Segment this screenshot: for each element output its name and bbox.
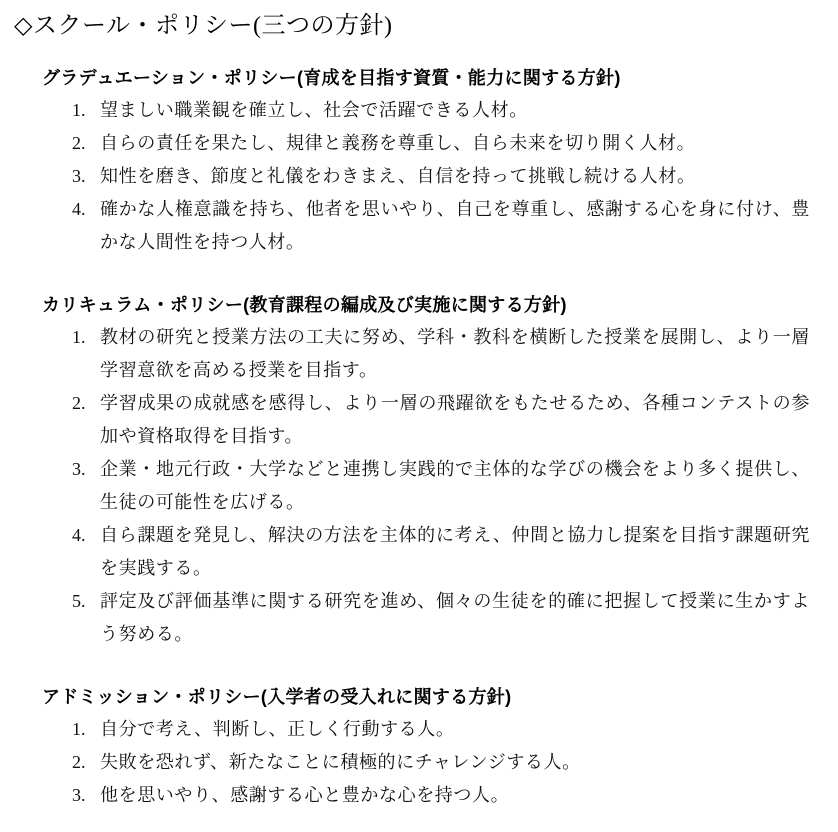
list-item: 他を思いやり、感謝する心と豊かな心を持つ人。 <box>100 785 510 805</box>
graduation-policy-list <box>0 94 838 259</box>
list-item: 知性を磨き、節度と礼儀をわきまえ、自信を持って挑戦し続ける人材。 <box>100 166 696 186</box>
list-item: 失敗を恐れず、新たなことに積極的にチャレンジする人。 <box>100 752 581 772</box>
list-item: 学習成果の成就感を感得し、より一層の飛躍欲をもたせるため、各種コンテストの参加や資格取得を目指す。 <box>100 393 810 446</box>
list-item: 評定及び評価基準に関する研究を進め、個々の生徒を的確に把握して授業に生かすよう努める。 <box>100 591 810 644</box>
list-item: 教材の研究と授業方法の工夫に努め、学科・教科を横断した授業を展開し、より一層学習意欲を高める授業を目指す。 <box>100 327 810 380</box>
list-item: 自らの責任を果たし、規律と義務を尊重し、自ら未来を切り開く人材。 <box>100 133 696 153</box>
list-item: 望ましい職業観を確立し、社会で活躍できる人材。 <box>100 100 528 120</box>
list-item: 企業・地元行政・大学などと連携し実践的で主体的な学びの機会をより多く提供し、生徒の可能性を広げる。 <box>100 459 810 512</box>
section-curriculum-policy <box>0 295 838 651</box>
curriculum-policy-heading: カリキュラム・ポリシー(教育課程の編成及び実施に関する方針) <box>42 295 567 315</box>
graduation-policy-heading: グラデュエーション・ポリシー(育成を目指す資質・能力に関する方針) <box>42 68 621 88</box>
list-item: 確かな人権意識を持ち、他者を思いやり、自己を尊重し、感謝する心を身に付け、豊かな人間性を持つ人材。 <box>100 199 810 252</box>
section-admission-policy <box>0 687 838 812</box>
section-graduation-policy <box>0 68 838 259</box>
curriculum-policy-list <box>0 321 838 651</box>
list-item: 自分で考え、判断し、正しく行動する人。 <box>100 719 455 739</box>
list-item: 自ら課題を発見し、解決の方法を主体的に考え、仲間と協力し提案を目指す課題研究を実践する。 <box>100 525 810 578</box>
admission-policy-list <box>0 713 838 812</box>
admission-policy-heading: アドミッション・ポリシー(入学者の受入れに関する方針) <box>42 687 512 707</box>
page-title: ◇スクール・ポリシー(三つの方針) <box>14 13 393 39</box>
